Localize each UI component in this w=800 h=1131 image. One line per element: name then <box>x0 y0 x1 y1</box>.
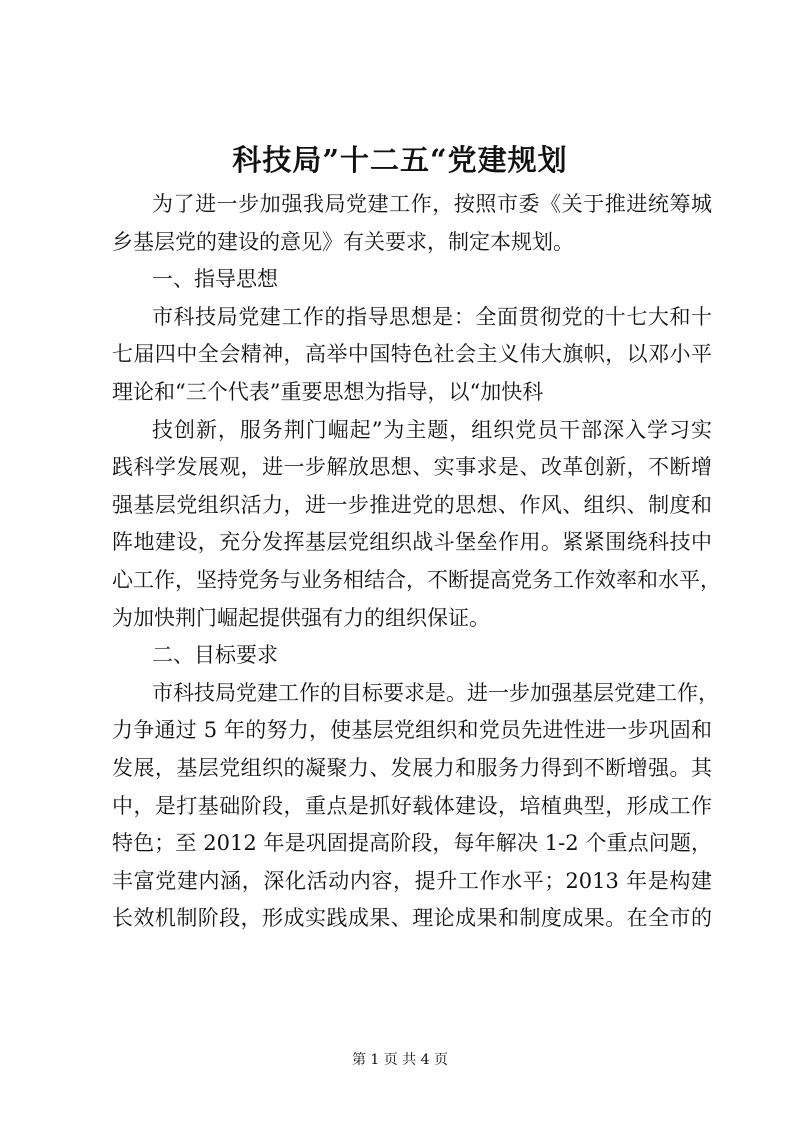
body-text-line: 发展，基层党组织的凝聚力、发展力和服务力得到不断增强。其 <box>112 755 712 780</box>
body-text-line: 理论和“三个代表”重要思想为指导，以“加快科 <box>112 379 544 404</box>
body-text-line: 特色；至 2012 年是巩固提高阶段，每年解决 1-2 个重点问题， <box>112 831 712 856</box>
body-text-line: 中，是打基础阶段，重点是抓好载体建设，培植典型，形成工作 <box>112 793 712 818</box>
body-text-line: 市科技局党建工作的指导思想是：全面贯彻党的十七大和十 <box>152 304 712 329</box>
body-text-line: 七届四中全会精神，高举中国特色社会主义伟大旗帜，以邓小平 <box>112 342 712 367</box>
body-text-line: 阵地建设，充分发挥基层党组织战斗堡垒作用。紧紧围绕科技中 <box>112 530 712 555</box>
body-text-line: 二、目标要求 <box>152 643 278 668</box>
body-text-line: 长效机制阶段，形成实践成果、理论成果和制度成果。在全市的 <box>112 906 712 931</box>
body-text-line: 践科学发展观，进一步解放思想、实事求是、改革创新，不断增 <box>112 455 712 480</box>
body-text-line: 丰富党建内涵，深化活动内容，提升工作水平；2013 年是构建 <box>112 868 712 893</box>
body-text-line: 强基层党组织活力，进一步推进党的思想、作风、组织、制度和 <box>112 492 712 517</box>
body-text-line: 一、指导思想 <box>152 267 278 292</box>
body-text-line: 乡基层党的建设的意见》有关要求，制定本规划。 <box>112 229 574 254</box>
body-text-line: 为了进一步加强我局党建工作，按照市委《关于推进统筹城 <box>152 192 712 216</box>
body-text-line: 市科技局党建工作的目标要求是。进一步加强基层党建工作， <box>152 680 719 705</box>
document-body <box>112 186 721 938</box>
page-footer: 第 1 页 共 4 页 <box>351 1052 449 1068</box>
body-text-line: 为加快荆门崛起提供强有力的组织保证。 <box>112 605 490 630</box>
body-text-line: 力争通过 5 年的努力，使基层党组织和党员先进性进一步巩固和 <box>112 718 712 743</box>
body-text-line: 技创新，服务荆门崛起”为主题，组织党员干部深入学习实 <box>152 417 712 442</box>
body-text-line: 心工作，坚持党务与业务相结合，不断提高党务工作效率和水平， <box>112 567 721 592</box>
document-title: 科技局”十二五“党建规划 <box>232 143 568 177</box>
